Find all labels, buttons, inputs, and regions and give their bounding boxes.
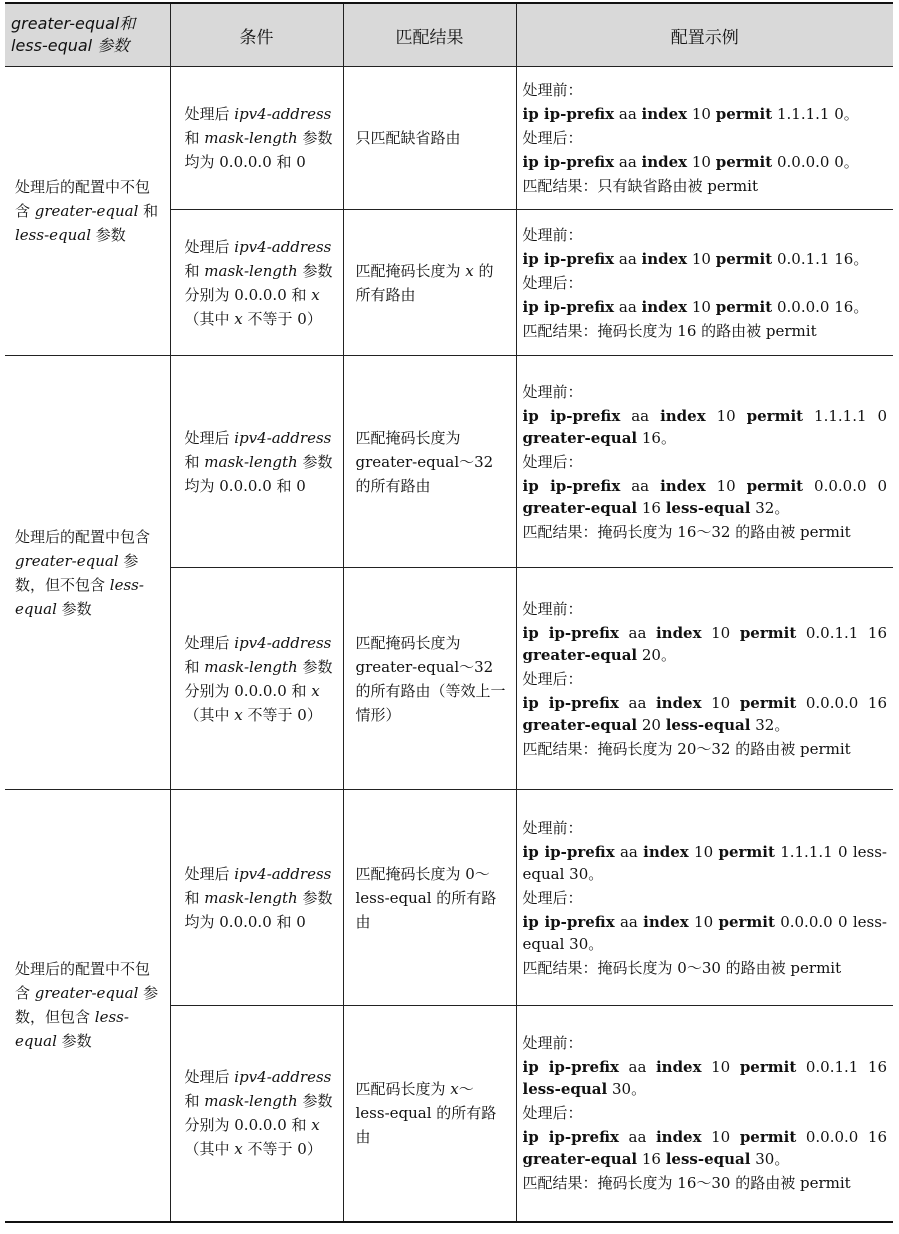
conclusion-text: 匹配结果：掩码长度为 20～32 的路由被 permit — [522, 739, 851, 758]
header-param-line1: greater-equal和 — [11, 14, 136, 33]
after-command: ip ip-prefix aa index 10 permit 0.0.0.0 16 greater-equal 16 less-equal 30。 — [522, 1128, 887, 1169]
before-command: ip ip-prefix aa index 10 permit 1.1.1.1 0 greater-equal 16。 — [522, 406, 887, 447]
header-example: 配置示例 — [516, 3, 893, 67]
example-cell — [516, 356, 893, 568]
table-row — [5, 356, 893, 568]
conclusion-text: 匹配结果：掩码长度为 16 的路由被 permit — [522, 321, 817, 340]
header-condition: 条件 — [170, 3, 343, 67]
group-cell: 处理后的配置中包含 greater-equal 参数，但不包含 less-equal 参数 — [5, 356, 170, 790]
example-cell — [516, 790, 893, 1006]
conclusion-text: 匹配结果：掩码长度为 16～30 的路由被 permit — [522, 1174, 851, 1193]
table-row — [5, 790, 893, 1006]
after-label: 处理后： — [522, 669, 583, 688]
after-label: 处理后： — [522, 1104, 583, 1123]
header-result: 匹配结果 — [343, 3, 516, 67]
result-cell: 只匹配缺省路由 — [343, 67, 516, 210]
result-cell: 匹配码长度为 x～less-equal 的所有路由 — [343, 1006, 516, 1222]
after-command: ip ip-prefix aa index 10 permit 0.0.0.0 16 greater-equal 20 less-equal 32。 — [522, 693, 887, 734]
condition-cell: 处理后 ipv4-address 和 mask-length 参数分别为 0.0.0.0 和 x（其中 x 不等于 0） — [170, 568, 343, 790]
condition-cell: 处理后 ipv4-address 和 mask-length 参数分别为 0.0.0.0 和 x（其中 x 不等于 0） — [170, 1006, 343, 1222]
after-label: 处理后： — [522, 129, 583, 147]
before-label: 处理前： — [522, 81, 583, 99]
condition-cell: 处理后 ipv4-address 和 mask-length 参数均为 0.0.0.0 和 0 — [170, 790, 343, 1006]
before-label: 处理前： — [522, 599, 583, 618]
conclusion-text: 匹配结果：掩码长度为 0～30 的路由被 permit — [522, 958, 842, 977]
table-row — [5, 67, 893, 210]
example-cell — [516, 67, 893, 210]
after-label: 处理后： — [522, 452, 583, 471]
before-command: ip ip-prefix aa index 10 permit 0.0.1.1 16。 — [522, 249, 869, 268]
condition-cell: 处理后 ipv4-address 和 mask-length 参数分别为 0.0.0.0 和 x（其中 x 不等于 0） — [170, 210, 343, 356]
after-command: ip ip-prefix aa index 10 permit 0.0.0.0 0 less-equal 30。 — [522, 912, 887, 953]
header-param-line2: less-equal 参数 — [11, 36, 130, 55]
before-command: ip ip-prefix aa index 10 permit 0.0.1.1 16 greater-equal 20。 — [522, 623, 887, 664]
result-cell: 匹配掩码长度为 0～less-equal 的所有路由 — [343, 790, 516, 1006]
before-label: 处理前： — [522, 382, 583, 401]
after-label: 处理后： — [522, 273, 583, 292]
result-cell: 匹配掩码长度为 greater-equal～32 的所有路由（等效上一情形） — [343, 568, 516, 790]
before-command: ip ip-prefix aa index 10 permit 1.1.1.1 0。 — [522, 105, 859, 123]
after-command: ip ip-prefix aa index 10 permit 0.0.0.0 0 greater-equal 16 less-equal 32。 — [522, 476, 887, 517]
result-cell: 匹配掩码长度为 x 的所有路由 — [343, 210, 516, 356]
group-cell: 处理后的配置中不包含 greater-equal 和 less-equal 参数 — [5, 67, 170, 356]
before-command: ip ip-prefix aa index 10 permit 0.0.1.1 16 less-equal 30。 — [522, 1058, 887, 1099]
example-cell — [516, 1006, 893, 1222]
example-cell — [516, 568, 893, 790]
after-command: ip ip-prefix aa index 10 permit 0.0.0.0 0。 — [522, 153, 859, 171]
after-command: ip ip-prefix aa index 10 permit 0.0.0.0 16。 — [522, 297, 869, 316]
before-label: 处理前： — [522, 818, 583, 837]
conclusion-text: 匹配结果：掩码长度为 16～32 的路由被 permit — [522, 522, 851, 541]
conclusion-text: 匹配结果：只有缺省路由被 permit — [522, 177, 758, 195]
condition-cell: 处理后 ipv4-address 和 mask-length 参数均为 0.0.0.0 和 0 — [170, 67, 343, 210]
header-param — [5, 3, 170, 67]
before-label: 处理前： — [522, 225, 583, 244]
document-table-container — [5, 2, 893, 1223]
ip-prefix-table — [5, 2, 893, 1223]
before-label: 处理前： — [522, 1034, 583, 1053]
example-cell — [516, 210, 893, 356]
after-label: 处理后： — [522, 888, 583, 907]
before-command: ip ip-prefix aa index 10 permit 1.1.1.1 0 less-equal 30。 — [522, 842, 887, 883]
condition-cell: 处理后 ipv4-address 和 mask-length 参数均为 0.0.0.0 和 0 — [170, 356, 343, 568]
group-cell: 处理后的配置中不包含 greater-equal 参数，但包含 less-equal 参数 — [5, 790, 170, 1222]
result-cell: 匹配掩码长度为 greater-equal～32 的所有路由 — [343, 356, 516, 568]
table-header-row — [5, 3, 893, 67]
